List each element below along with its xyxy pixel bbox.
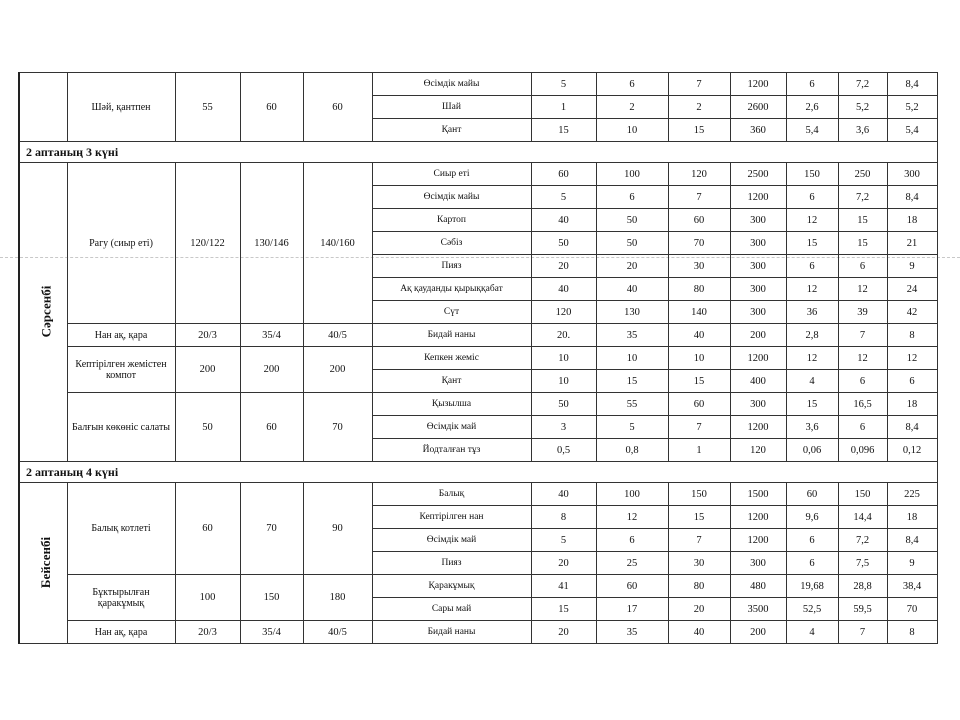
ingredient-cell: Йодталған тұз (372, 439, 531, 462)
value-cell: 40 (668, 621, 730, 644)
value-cell: 20 (531, 621, 596, 644)
table-row (19, 621, 937, 644)
value-cell: 2 (668, 96, 730, 119)
menu-table-body (19, 73, 937, 644)
value-cell: 1 (531, 96, 596, 119)
value-cell: 8 (887, 324, 937, 347)
value-cell: 12 (596, 506, 668, 529)
portion-cell: 40/5 (303, 621, 372, 644)
day-header-row (19, 142, 937, 163)
value-cell: 40 (531, 209, 596, 232)
value-cell: 12 (887, 347, 937, 370)
portion-cell: 20/3 (175, 621, 240, 644)
dish-name-cell: Бұктырылған қаракұмық (67, 575, 175, 621)
dish-name-cell: Кептірілген жемістен компот (67, 347, 175, 393)
portion-cell: 180 (303, 575, 372, 621)
dish-name-cell: Нан ақ, қара (67, 621, 175, 644)
value-cell: 30 (668, 552, 730, 575)
value-cell: 140 (668, 301, 730, 324)
value-cell: 20 (668, 598, 730, 621)
portion-cell: 50 (175, 393, 240, 462)
day-title: 2 аптаның 3 күні (19, 142, 937, 163)
value-cell: 1200 (730, 529, 786, 552)
table-row (19, 483, 937, 506)
value-cell: 6 (786, 529, 838, 552)
portion-cell: 120/122 (175, 163, 240, 324)
value-cell: 70 (668, 232, 730, 255)
value-cell: 5 (596, 416, 668, 439)
value-cell: 15 (668, 119, 730, 142)
dish-name-cell: Балғын көкөніс салаты (67, 393, 175, 462)
table-row (19, 347, 937, 370)
weekday-cell (19, 73, 67, 142)
value-cell: 7,2 (838, 186, 887, 209)
ingredient-cell: Бидай наны (372, 621, 531, 644)
day-title: 2 аптаның 4 күні (19, 462, 937, 483)
value-cell: 400 (730, 370, 786, 393)
value-cell: 360 (730, 119, 786, 142)
value-cell: 3,6 (786, 416, 838, 439)
value-cell: 5 (531, 73, 596, 96)
portion-cell: 90 (303, 483, 372, 575)
ingredient-cell: Пияз (372, 255, 531, 278)
value-cell: 40 (531, 483, 596, 506)
value-cell: 9 (887, 552, 937, 575)
value-cell: 39 (838, 301, 887, 324)
value-cell: 12 (786, 209, 838, 232)
value-cell: 150 (786, 163, 838, 186)
value-cell: 250 (838, 163, 887, 186)
value-cell: 7 (668, 416, 730, 439)
dish-name-cell: Нан ақ, қара (67, 324, 175, 347)
value-cell: 52,5 (786, 598, 838, 621)
value-cell: 15 (668, 370, 730, 393)
value-cell: 15 (786, 393, 838, 416)
weekday-cell (19, 483, 67, 644)
weekday-cell (19, 163, 67, 462)
value-cell: 20. (531, 324, 596, 347)
value-cell: 2,6 (786, 96, 838, 119)
value-cell: 2500 (730, 163, 786, 186)
value-cell: 7,2 (838, 73, 887, 96)
value-cell: 42 (887, 301, 937, 324)
value-cell: 10 (668, 347, 730, 370)
value-cell: 20 (596, 255, 668, 278)
portion-cell: 70 (240, 483, 303, 575)
value-cell: 10 (531, 347, 596, 370)
value-cell: 480 (730, 575, 786, 598)
value-cell: 2 (596, 96, 668, 119)
value-cell: 15 (838, 232, 887, 255)
value-cell: 21 (887, 232, 937, 255)
value-cell: 60 (786, 483, 838, 506)
value-cell: 50 (531, 393, 596, 416)
value-cell: 8,4 (887, 186, 937, 209)
value-cell: 2600 (730, 96, 786, 119)
portion-cell: 60 (303, 73, 372, 142)
portion-cell: 60 (240, 393, 303, 462)
ingredient-cell: Өсімдік майы (372, 186, 531, 209)
value-cell: 300 (730, 552, 786, 575)
portion-cell: 200 (175, 347, 240, 393)
value-cell: 1 (668, 439, 730, 462)
value-cell: 12 (786, 278, 838, 301)
value-cell: 15 (786, 232, 838, 255)
value-cell: 40 (668, 324, 730, 347)
value-cell: 0,8 (596, 439, 668, 462)
value-cell: 80 (668, 575, 730, 598)
value-cell: 3,6 (838, 119, 887, 142)
value-cell: 4 (786, 621, 838, 644)
value-cell: 10 (596, 119, 668, 142)
ingredient-cell: Өсімдік май (372, 416, 531, 439)
ingredient-cell: Ақ қауданды қырыққабат (372, 278, 531, 301)
value-cell: 0,096 (838, 439, 887, 462)
value-cell: 4 (786, 370, 838, 393)
value-cell: 7,2 (838, 529, 887, 552)
portion-cell: 35/4 (240, 621, 303, 644)
value-cell: 120 (531, 301, 596, 324)
value-cell: 1500 (730, 483, 786, 506)
value-cell: 300 (730, 209, 786, 232)
value-cell: 7 (668, 186, 730, 209)
value-cell: 35 (596, 621, 668, 644)
value-cell: 8,4 (887, 529, 937, 552)
portion-cell: 55 (175, 73, 240, 142)
value-cell: 150 (838, 483, 887, 506)
weekday-label: Бейсенбі (38, 536, 54, 588)
value-cell: 6 (838, 370, 887, 393)
value-cell: 300 (730, 278, 786, 301)
ingredient-cell: Өсімдік май (372, 529, 531, 552)
portion-cell: 60 (175, 483, 240, 575)
ingredient-cell: Қаракұмық (372, 575, 531, 598)
value-cell: 60 (531, 163, 596, 186)
value-cell: 8 (531, 506, 596, 529)
portion-cell: 140/160 (303, 163, 372, 324)
value-cell: 7 (668, 73, 730, 96)
value-cell: 6 (786, 255, 838, 278)
value-cell: 225 (887, 483, 937, 506)
table-row (19, 324, 937, 347)
portion-cell: 60 (240, 73, 303, 142)
weekday-label: Сәрсенбі (38, 285, 54, 337)
portion-cell: 200 (303, 347, 372, 393)
dish-name-cell: Шәй, қантпен (67, 73, 175, 142)
menu-page (18, 72, 936, 644)
value-cell: 6 (786, 73, 838, 96)
value-cell: 55 (596, 393, 668, 416)
value-cell: 60 (596, 575, 668, 598)
value-cell: 9 (887, 255, 937, 278)
table-row (19, 575, 937, 598)
value-cell: 20 (531, 255, 596, 278)
ingredient-cell: Сүт (372, 301, 531, 324)
value-cell: 16,5 (838, 393, 887, 416)
value-cell: 7 (838, 324, 887, 347)
value-cell: 50 (531, 232, 596, 255)
value-cell: 15 (838, 209, 887, 232)
dish-name-cell: Рагу (сиыр еті) (67, 163, 175, 324)
ingredient-cell: Шай (372, 96, 531, 119)
ingredient-cell: Кепкен жеміс (372, 347, 531, 370)
portion-cell: 35/4 (240, 324, 303, 347)
value-cell: 6 (596, 73, 668, 96)
value-cell: 0,12 (887, 439, 937, 462)
value-cell: 18 (887, 209, 937, 232)
value-cell: 8,4 (887, 416, 937, 439)
value-cell: 40 (531, 278, 596, 301)
value-cell: 5 (531, 186, 596, 209)
portion-cell: 100 (175, 575, 240, 621)
value-cell: 1200 (730, 73, 786, 96)
value-cell: 300 (730, 255, 786, 278)
value-cell: 6 (786, 552, 838, 575)
value-cell: 80 (668, 278, 730, 301)
value-cell: 1200 (730, 506, 786, 529)
menu-table (18, 72, 938, 644)
value-cell: 9,6 (786, 506, 838, 529)
value-cell: 18 (887, 393, 937, 416)
ingredient-cell: Картоп (372, 209, 531, 232)
portion-cell: 70 (303, 393, 372, 462)
portion-cell: 200 (240, 347, 303, 393)
value-cell: 36 (786, 301, 838, 324)
table-row (19, 393, 937, 416)
value-cell: 18 (887, 506, 937, 529)
value-cell: 0,06 (786, 439, 838, 462)
value-cell: 200 (730, 621, 786, 644)
value-cell: 14,4 (838, 506, 887, 529)
value-cell: 5,4 (786, 119, 838, 142)
value-cell: 17 (596, 598, 668, 621)
value-cell: 300 (730, 232, 786, 255)
table-row (19, 73, 937, 96)
portion-cell: 40/5 (303, 324, 372, 347)
value-cell: 25 (596, 552, 668, 575)
day-header-row (19, 462, 937, 483)
value-cell: 3500 (730, 598, 786, 621)
value-cell: 6 (838, 255, 887, 278)
value-cell: 12 (786, 347, 838, 370)
value-cell: 120 (668, 163, 730, 186)
value-cell: 60 (668, 393, 730, 416)
value-cell: 8 (887, 621, 937, 644)
value-cell: 5 (531, 529, 596, 552)
value-cell: 28,8 (838, 575, 887, 598)
value-cell: 50 (596, 209, 668, 232)
value-cell: 10 (531, 370, 596, 393)
value-cell: 1200 (730, 186, 786, 209)
value-cell: 300 (730, 393, 786, 416)
value-cell: 200 (730, 324, 786, 347)
value-cell: 130 (596, 301, 668, 324)
value-cell: 38,4 (887, 575, 937, 598)
value-cell: 7 (668, 529, 730, 552)
value-cell: 60 (668, 209, 730, 232)
table-row (19, 163, 937, 186)
value-cell: 24 (887, 278, 937, 301)
value-cell: 5,4 (887, 119, 937, 142)
value-cell: 10 (596, 347, 668, 370)
ingredient-cell: Қант (372, 370, 531, 393)
value-cell: 2,8 (786, 324, 838, 347)
ingredient-cell: Балық (372, 483, 531, 506)
value-cell: 70 (887, 598, 937, 621)
value-cell: 5,2 (887, 96, 937, 119)
value-cell: 35 (596, 324, 668, 347)
ingredient-cell: Пияз (372, 552, 531, 575)
value-cell: 1200 (730, 416, 786, 439)
value-cell: 1200 (730, 347, 786, 370)
value-cell: 40 (596, 278, 668, 301)
value-cell: 100 (596, 483, 668, 506)
value-cell: 300 (730, 301, 786, 324)
value-cell: 6 (786, 186, 838, 209)
value-cell: 59,5 (838, 598, 887, 621)
value-cell: 300 (887, 163, 937, 186)
value-cell: 19,68 (786, 575, 838, 598)
value-cell: 8,4 (887, 73, 937, 96)
ingredient-cell: Сәбіз (372, 232, 531, 255)
value-cell: 41 (531, 575, 596, 598)
portion-cell: 130/146 (240, 163, 303, 324)
value-cell: 100 (596, 163, 668, 186)
value-cell: 6 (838, 416, 887, 439)
value-cell: 15 (668, 506, 730, 529)
ingredient-cell: Өсімдік майы (372, 73, 531, 96)
ingredient-cell: Қызылша (372, 393, 531, 416)
portion-cell: 150 (240, 575, 303, 621)
value-cell: 15 (531, 119, 596, 142)
value-cell: 7 (838, 621, 887, 644)
value-cell: 50 (596, 232, 668, 255)
value-cell: 15 (596, 370, 668, 393)
dish-name-cell: Балық котлеті (67, 483, 175, 575)
value-cell: 12 (838, 278, 887, 301)
value-cell: 30 (668, 255, 730, 278)
value-cell: 120 (730, 439, 786, 462)
value-cell: 20 (531, 552, 596, 575)
value-cell: 6 (887, 370, 937, 393)
ingredient-cell: Сиыр еті (372, 163, 531, 186)
value-cell: 0,5 (531, 439, 596, 462)
ingredient-cell: Кептірілген нан (372, 506, 531, 529)
value-cell: 5,2 (838, 96, 887, 119)
value-cell: 6 (596, 529, 668, 552)
value-cell: 3 (531, 416, 596, 439)
value-cell: 7,5 (838, 552, 887, 575)
value-cell: 15 (531, 598, 596, 621)
ingredient-cell: Бидай наны (372, 324, 531, 347)
portion-cell: 20/3 (175, 324, 240, 347)
value-cell: 150 (668, 483, 730, 506)
value-cell: 6 (596, 186, 668, 209)
value-cell: 12 (838, 347, 887, 370)
ingredient-cell: Қант (372, 119, 531, 142)
ingredient-cell: Сары май (372, 598, 531, 621)
